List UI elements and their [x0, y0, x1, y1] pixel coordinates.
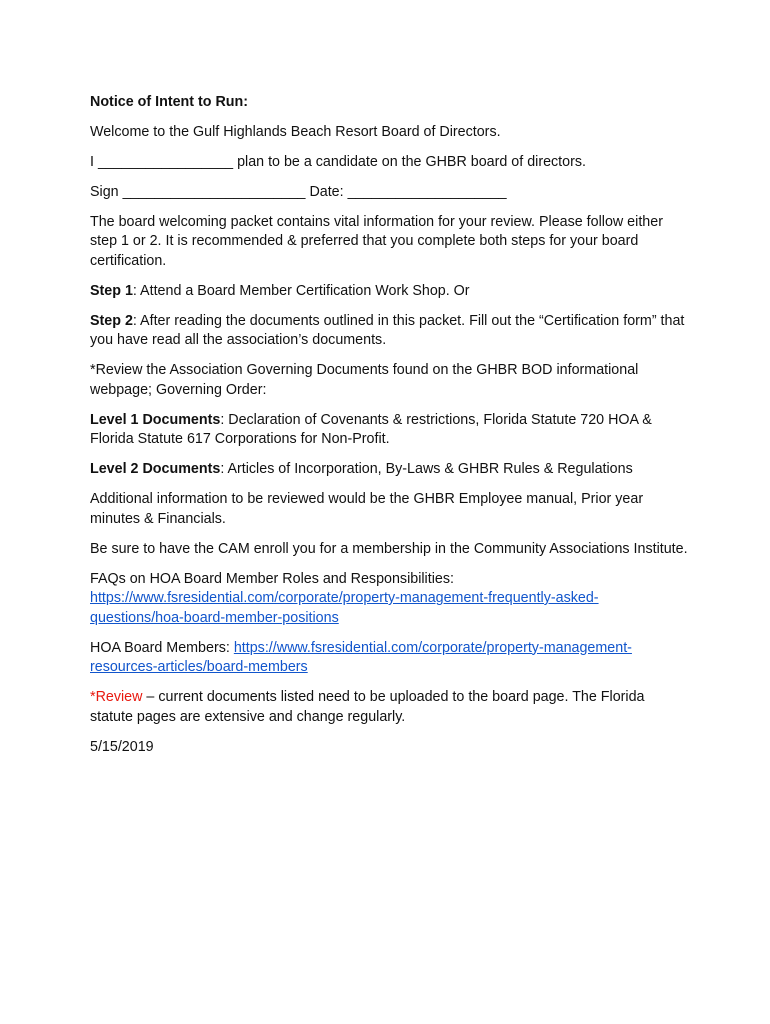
- governing-documents-note: *Review the Association Governing Documents found on the GHBR BOD informational webpage; Governing Order:: [90, 362, 639, 398]
- page-title: Notice of Intent to Run:: [90, 94, 249, 110]
- level-2-documents: [90, 460, 690, 480]
- step-1-text: : Attend a Board Member Certification Work Shop. Or: [132, 282, 470, 299]
- step-2: [90, 312, 690, 351]
- cam-enroll-note: Be sure to have the CAM enroll you for a membership in the Community Associations Institute.: [90, 540, 688, 557]
- review-note: [90, 688, 690, 727]
- board-members-section: [90, 639, 690, 678]
- review-note-label: *Review: [90, 689, 143, 705]
- sign-date-line: Sign _______________________ Date: ____________________: [90, 183, 507, 200]
- faq-link[interactable]: https://www.fsresidential.com/corporate/property-management-frequently-asked-questions/hoa-board-member-positions: [90, 590, 599, 626]
- level-1-text: : Declaration of Covenants & restrictions, Florida Statute 720 HOA & Florida Statute 617 Corporations for Non-Profit.: [90, 411, 652, 447]
- faq-label: FAQs on HOA Board Member Roles and Responsibilities:: [90, 570, 454, 587]
- step-2-label: Step 2: [90, 312, 133, 329]
- review-note-text: – current documents listed need to be uploaded to the board page. The Florida statute pages are extensive and change regularly.: [90, 689, 645, 725]
- additional-info: Additional information to be reviewed would be the GHBR Employee manual, Prior year minutes & Financials.: [90, 491, 644, 527]
- level-2-label: Level 2 Documents: [90, 461, 221, 477]
- candidate-line: I _________________ plan to be a candidate on the GHBR board of directors.: [90, 153, 586, 170]
- step-1-label: Step 1: [90, 282, 133, 299]
- level-1-label: Level 1 Documents: [90, 411, 221, 428]
- faq-section: [90, 570, 690, 629]
- document-page: [90, 93, 690, 768]
- step-2-text: : After reading the documents outlined in this packet. Fill out the “Certification form” that you have read all the association’s documents.: [90, 312, 685, 348]
- board-members-label: HOA Board Members:: [90, 639, 234, 656]
- packet-intro: The board welcoming packet contains vital information for your review. Please follow either step 1 or 2. It is recommended & preferred that you complete both steps for your board certification.: [90, 213, 663, 269]
- document-date: 5/15/2019: [90, 738, 154, 755]
- level-2-text: : Articles of Incorporation, By-Laws & GHBR Rules & Regulations: [220, 461, 633, 477]
- step-1: [90, 282, 690, 302]
- welcome-text: Welcome to the Gulf Highlands Beach Resort Board of Directors.: [90, 123, 501, 140]
- board-members-link[interactable]: https://www.fsresidential.com/corporate/property-management-resources-articles/board-members: [90, 639, 632, 675]
- level-1-documents: [90, 411, 690, 450]
